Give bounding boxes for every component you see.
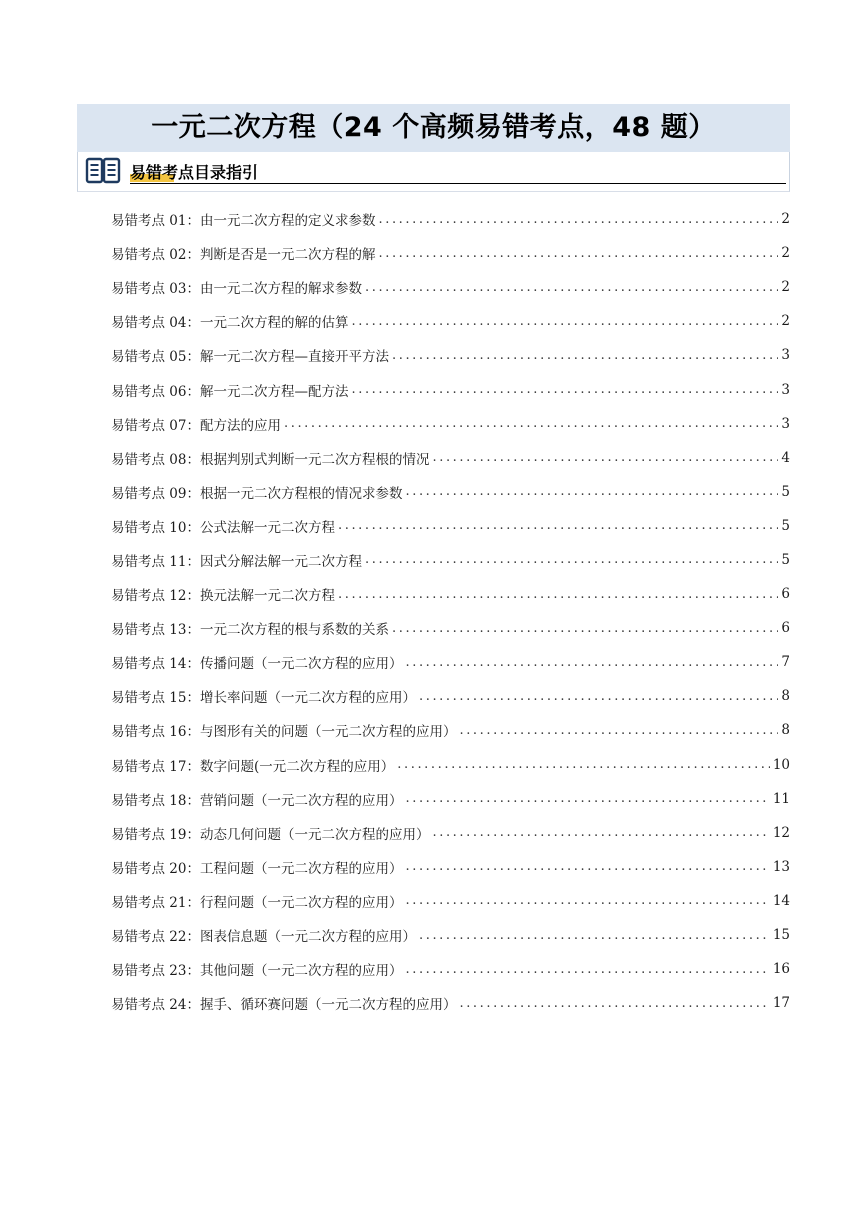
toc-entry-23[interactable] — [111, 952, 790, 986]
toc-entry-label: 易错考点 11：因式分解法解一元二次方程 — [111, 553, 362, 570]
toc-entry-21[interactable] — [111, 884, 790, 918]
toc-entry-05[interactable] — [111, 338, 790, 372]
dot-leader — [284, 416, 778, 431]
toc-page-number: 17 — [772, 995, 790, 1012]
toc-entry-14[interactable] — [111, 645, 790, 679]
dot-leader — [405, 893, 769, 908]
dot-leader — [351, 382, 778, 397]
toc-page-number: 10 — [772, 756, 790, 773]
toc-entry-08[interactable] — [111, 441, 790, 475]
toc-entry-label: 易错考点 09：根据一元二次方程根的情况求参数 — [111, 485, 403, 502]
document-title: 一元二次方程（24 个高频易错考点，48 题） — [151, 112, 716, 143]
toc-entry-15[interactable] — [111, 679, 790, 713]
toc-entry-label: 易错考点 15：增长率问题（一元二次方程的应用） — [111, 690, 416, 707]
toc-page-number: 4 — [781, 449, 790, 466]
toc-page-number: 15 — [772, 927, 790, 944]
toc-entry-09[interactable] — [111, 475, 790, 509]
toc-entry-label: 易错考点 06：解一元二次方程—配方法 — [111, 383, 349, 400]
toc-entry-01[interactable] — [111, 202, 790, 236]
table-of-contents — [111, 202, 790, 1020]
toc-entry-label: 易错考点 01：由一元二次方程的定义求参数 — [111, 213, 376, 230]
toc-entry-label: 易错考点 13：一元二次方程的根与系数的关系 — [111, 622, 389, 639]
toc-entry-12[interactable] — [111, 577, 790, 611]
dot-leader — [432, 450, 778, 465]
toc-entry-label: 易错考点 17：数字问题(一元二次方程的应用） — [111, 758, 395, 775]
toc-page-number: 8 — [781, 722, 790, 739]
dot-leader — [405, 791, 769, 806]
open-book-icon — [85, 156, 121, 186]
toc-entry-label: 易错考点 02：判断是否是一元二次方程的解 — [111, 247, 376, 264]
toc-entry-label: 易错考点 24：握手、循环赛问题（一元二次方程的应用） — [111, 997, 457, 1014]
toc-entry-17[interactable] — [111, 748, 790, 782]
toc-page-number: 7 — [781, 654, 790, 671]
toc-page-number: 11 — [772, 790, 790, 807]
toc-page-number: 6 — [781, 620, 790, 637]
toc-entry-18[interactable] — [111, 782, 790, 816]
dot-leader — [338, 518, 778, 533]
toc-page-number: 3 — [781, 381, 790, 398]
toc-page-number: 3 — [781, 415, 790, 432]
dot-leader — [351, 314, 778, 329]
toc-entry-label: 易错考点 21：行程问题（一元二次方程的应用） — [111, 894, 403, 911]
toc-entry-22[interactable] — [111, 918, 790, 952]
toc-subheader — [77, 152, 790, 192]
dot-leader — [338, 587, 778, 602]
toc-entry-label: 易错考点 19：动态几何问题（一元二次方程的应用） — [111, 826, 430, 843]
dot-leader — [405, 484, 778, 499]
toc-page-number: 12 — [772, 824, 790, 841]
dot-leader — [405, 655, 778, 670]
toc-entry-06[interactable] — [111, 372, 790, 406]
dot-leader — [365, 552, 778, 567]
toc-entry-label: 易错考点 20：工程问题（一元二次方程的应用） — [111, 860, 403, 877]
dot-leader — [419, 689, 778, 704]
toc-entry-label: 易错考点 05：解一元二次方程—直接开平方法 — [111, 349, 389, 366]
dot-leader — [405, 859, 769, 874]
dot-leader — [459, 723, 778, 738]
dot-leader — [378, 246, 778, 261]
toc-entry-label: 易错考点 10：公式法解一元二次方程 — [111, 519, 335, 536]
toc-entry-label: 易错考点 22：图表信息题（一元二次方程的应用） — [111, 929, 416, 946]
toc-page-number: 3 — [781, 347, 790, 364]
dot-leader — [405, 962, 769, 977]
toc-entry-13[interactable] — [111, 611, 790, 645]
toc-entry-label: 易错考点 16：与图形有关的问题（一元二次方程的应用） — [111, 724, 457, 741]
toc-page-number: 16 — [772, 961, 790, 978]
toc-page-number: 5 — [781, 517, 790, 534]
toc-entry-16[interactable] — [111, 713, 790, 747]
dot-leader — [392, 621, 778, 636]
toc-entry-24[interactable] — [111, 986, 790, 1020]
toc-page-number: 13 — [772, 858, 790, 875]
toc-page-number: 6 — [781, 586, 790, 603]
toc-entry-11[interactable] — [111, 543, 790, 577]
toc-entry-07[interactable] — [111, 407, 790, 441]
toc-page-number: 2 — [781, 279, 790, 296]
title-banner — [77, 104, 790, 152]
dot-leader — [432, 825, 769, 840]
dot-leader — [459, 996, 769, 1011]
toc-entry-19[interactable] — [111, 816, 790, 850]
toc-page-number: 8 — [781, 688, 790, 705]
toc-entry-label: 易错考点 07：配方法的应用 — [111, 417, 281, 434]
toc-entry-02[interactable] — [111, 236, 790, 270]
toc-entry-03[interactable] — [111, 270, 790, 304]
toc-entry-label: 易错考点 03：由一元二次方程的解求参数 — [111, 281, 362, 298]
heading-underline — [130, 183, 786, 184]
dot-leader — [378, 212, 778, 227]
toc-entry-04[interactable] — [111, 304, 790, 338]
toc-page-number: 2 — [781, 245, 790, 262]
toc-entry-label: 易错考点 04：一元二次方程的解的估算 — [111, 315, 349, 332]
toc-page-number: 5 — [781, 551, 790, 568]
toc-entry-label: 易错考点 14：传播问题（一元二次方程的应用） — [111, 656, 403, 673]
toc-entry-10[interactable] — [111, 509, 790, 543]
toc-page-number: 5 — [781, 483, 790, 500]
toc-entry-label: 易错考点 12：换元法解一元二次方程 — [111, 588, 335, 605]
toc-page-number: 2 — [781, 211, 790, 228]
toc-entry-label: 易错考点 23：其他问题（一元二次方程的应用） — [111, 963, 403, 980]
dot-leader — [397, 757, 770, 772]
toc-page-number: 2 — [781, 313, 790, 330]
dot-leader — [392, 348, 778, 363]
dot-leader — [419, 928, 770, 943]
toc-entry-20[interactable] — [111, 850, 790, 884]
toc-page-number: 14 — [772, 892, 790, 909]
toc-heading: 易错考点目录指引 — [130, 163, 259, 182]
toc-entry-label: 易错考点 18：营销问题（一元二次方程的应用） — [111, 792, 403, 809]
dot-leader — [365, 280, 778, 295]
toc-entry-label: 易错考点 08：根据判别式判断一元二次方程根的情况 — [111, 451, 430, 468]
